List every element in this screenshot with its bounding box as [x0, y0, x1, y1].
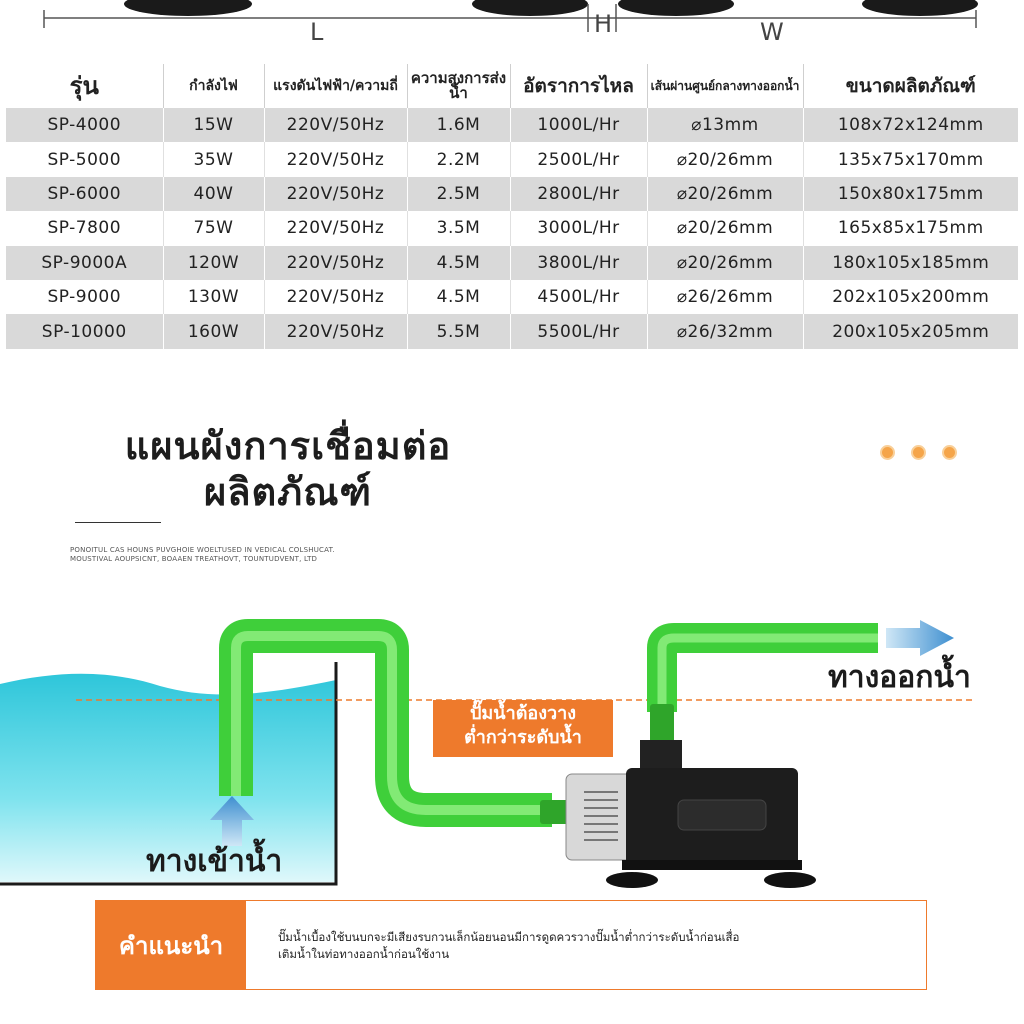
cell-size: 200x105x205mm	[803, 314, 1018, 348]
cell-head-height: 5.5M	[407, 314, 510, 348]
pump-foot	[124, 0, 252, 16]
table-row	[6, 177, 1018, 211]
cell-outlet-diameter: ⌀26/26mm	[647, 280, 803, 314]
pump-foot	[618, 0, 734, 16]
cell-flow-rate: 2500L/Hr	[510, 142, 647, 176]
cell-power: 120W	[163, 246, 264, 280]
cell-voltage: 220V/50Hz	[264, 280, 407, 314]
cell-size: 202x105x200mm	[803, 280, 1018, 314]
header-model: รุ่น	[69, 72, 99, 100]
cell-voltage: 220V/50Hz	[264, 177, 407, 211]
cell-voltage: 220V/50Hz	[264, 142, 407, 176]
outlet-nozzle	[650, 704, 674, 744]
table-row	[6, 314, 1018, 348]
pump-foot	[472, 0, 588, 16]
advice-box	[95, 900, 927, 990]
header-flow-rate: อัตราการไหล	[510, 64, 647, 108]
cell-head-height: 2.2M	[407, 142, 510, 176]
table-row	[6, 211, 1018, 245]
cell-head-height: 2.5M	[407, 177, 510, 211]
cell-flow-rate: 1000L/Hr	[510, 108, 647, 142]
cell-head-height: 1.6M	[407, 108, 510, 142]
placement-note-line1: ปั๊มน้ำต้องวาง	[470, 703, 576, 724]
cell-model: SP-5000	[6, 142, 163, 176]
pump-body	[566, 740, 816, 888]
dimension-lines	[0, 0, 1024, 60]
advice-text-line1: ปั๊มน้ำเบื้องใช้บนบกจะมีเสียงรบกวนเล็กน้อยนอนมีการดูดควรวางปั๊มน้ำต่ำกว่าระดับน้ำก่อนเสื่อ	[278, 930, 740, 944]
cell-power: 35W	[163, 142, 264, 176]
cell-power: 75W	[163, 211, 264, 245]
advice-text	[278, 929, 918, 964]
cell-voltage: 220V/50Hz	[264, 314, 407, 348]
cell-model: SP-9000	[6, 280, 163, 314]
cell-size: 150x80x175mm	[803, 177, 1018, 211]
width-label: W	[760, 18, 784, 46]
cell-model: SP-6000	[6, 177, 163, 211]
table-row	[6, 246, 1018, 280]
cell-outlet-diameter: ⌀20/26mm	[647, 211, 803, 245]
outlet-arrow-icon	[886, 620, 954, 656]
cell-model: SP-4000	[6, 108, 163, 142]
diagram-title-line2: ผลิตภัณฑ์	[203, 469, 373, 514]
diagram-subtitle	[70, 546, 390, 565]
cell-model: SP-10000	[6, 314, 163, 348]
table-row	[6, 280, 1018, 314]
subtitle-line1: PONOITUL CAS HOUNS PUVGHOIE WOELTUSED IN VEDICAL COLSHUCAT.	[70, 546, 335, 554]
decorative-dots	[880, 445, 957, 460]
header-power: กำลังไฟ	[163, 64, 264, 108]
cell-size: 165x85x175mm	[803, 211, 1018, 245]
cell-voltage: 220V/50Hz	[264, 108, 407, 142]
cell-outlet-diameter: ⌀26/32mm	[647, 314, 803, 348]
pump-foot	[862, 0, 978, 16]
cell-outlet-diameter: ⌀20/26mm	[647, 177, 803, 211]
header-head-height: ความสูงการส่งน้ำ	[407, 64, 510, 108]
cell-flow-rate: 2800L/Hr	[510, 177, 647, 211]
header-voltage: แรงดันไฟฟ้า/ความถี่	[264, 64, 407, 108]
dot-icon	[880, 445, 895, 460]
cell-size: 180x105x185mm	[803, 246, 1018, 280]
spec-table	[6, 64, 1018, 349]
cell-voltage: 220V/50Hz	[264, 246, 407, 280]
cell-head-height: 4.5M	[407, 280, 510, 314]
placement-note-line2: ต่ำกว่าระดับน้ำ	[464, 727, 582, 749]
cell-size: 108x72x124mm	[803, 108, 1018, 142]
cell-flow-rate: 4500L/Hr	[510, 280, 647, 314]
inlet-label: ทางเข้าน้ำ	[146, 844, 283, 879]
cell-flow-rate: 3000L/Hr	[510, 211, 647, 245]
cell-outlet-diameter: ⌀13mm	[647, 108, 803, 142]
length-label: L	[310, 18, 324, 46]
dimension-strip	[0, 0, 1024, 60]
cell-model: SP-9000A	[6, 246, 163, 280]
diagram-title-line1: แผนผังการเชื่อมต่อ	[124, 424, 452, 468]
outlet-label: ทางออกน้ำ	[828, 660, 971, 695]
subtitle-line2: MOUSTIVAL AOUPSICNT, BOAAEN TREATHOVT, TOUNTUDVENT, LTD	[70, 555, 318, 564]
cell-power: 130W	[163, 280, 264, 314]
advice-heading: คำแนะนำ	[96, 901, 246, 989]
cell-head-height: 3.5M	[407, 211, 510, 245]
placement-note	[433, 700, 613, 757]
cell-voltage: 220V/50Hz	[264, 211, 407, 245]
height-label: H	[594, 10, 613, 38]
advice-text-line2: เติมน้ำในท่อทางออกน้ำก่อนใช้งาน	[278, 947, 450, 962]
header-outlet-diameter: เส้นผ่านศูนย์กลางทางออกน้ำ	[647, 64, 803, 108]
cell-outlet-diameter: ⌀20/26mm	[647, 142, 803, 176]
dot-icon	[911, 445, 926, 460]
cell-power: 160W	[163, 314, 264, 348]
diagram-title	[58, 424, 518, 515]
cell-flow-rate: 3800L/Hr	[510, 246, 647, 280]
cell-size: 135x75x170mm	[803, 142, 1018, 176]
table-header-row	[6, 64, 1018, 108]
table-row	[6, 108, 1018, 142]
cell-flow-rate: 5500L/Hr	[510, 314, 647, 348]
cell-power: 15W	[163, 108, 264, 142]
cell-model: SP-7800	[6, 211, 163, 245]
table-row	[6, 142, 1018, 176]
dot-icon	[942, 445, 957, 460]
title-divider	[75, 522, 161, 523]
header-size: ขนาดผลิตภัณฑ์	[803, 64, 1018, 108]
cell-outlet-diameter: ⌀20/26mm	[647, 246, 803, 280]
cell-power: 40W	[163, 177, 264, 211]
cell-head-height: 4.5M	[407, 246, 510, 280]
